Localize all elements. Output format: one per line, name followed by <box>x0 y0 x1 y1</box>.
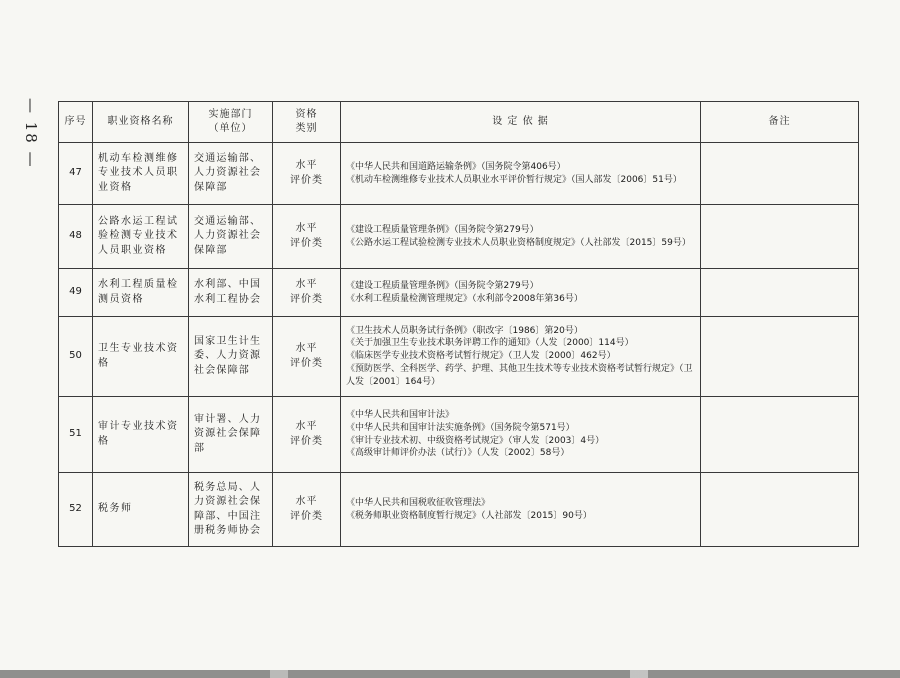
category-line: 评价类 <box>290 510 323 522</box>
implementing-department: 交通运输部、人力资源社会保障部 <box>189 205 273 269</box>
category-line: 评价类 <box>290 357 323 369</box>
remarks <box>701 397 859 473</box>
implementing-department: 税务总局、人力资源社会保障部、中国注册税务师协会 <box>189 473 273 547</box>
category-line: 水平 <box>295 343 318 355</box>
header-note: 备注 <box>701 102 859 143</box>
legal-basis <box>341 397 701 473</box>
qualification-name: 审计专业技术资格 <box>93 397 189 473</box>
basis-line: 《公路水运工程试验检测专业技术人员职业资格制度规定》（人社部发〔2015〕59号） <box>346 237 691 248</box>
implementing-department: 交通运输部、人力资源社会保障部 <box>189 143 273 205</box>
remarks <box>701 317 859 397</box>
table-row <box>59 397 859 473</box>
row-number: 52 <box>59 473 93 547</box>
scan-edge <box>0 670 900 678</box>
basis-line: 《建设工程质量管理条例》（国务院令第279号） <box>346 280 539 291</box>
qualification-name: 税务师 <box>93 473 189 547</box>
legal-basis <box>341 473 701 547</box>
row-number: 50 <box>59 317 93 397</box>
qualification-category <box>273 317 341 397</box>
basis-line: 《中华人民共和国审计法实施条例》（国务院令第571号） <box>346 422 575 433</box>
header-category <box>273 102 341 143</box>
table-body <box>59 143 859 547</box>
legal-basis <box>341 205 701 269</box>
header-category-line2: 类别 <box>295 123 318 134</box>
category-line: 水平 <box>295 279 318 291</box>
row-number: 47 <box>59 143 93 205</box>
implementing-department: 水利部、中国水利工程协会 <box>189 269 273 317</box>
legal-basis <box>341 317 701 397</box>
basis-line: 《卫生技术人员职务试行条例》（职改字〔1986〕第20号） <box>346 325 583 336</box>
basis-line: 《关于加强卫生专业技术职务评聘工作的通知》（人发〔2000〕114号） <box>346 338 634 349</box>
remarks <box>701 205 859 269</box>
page-number: — 18 — <box>22 98 40 169</box>
qualification-category <box>273 143 341 205</box>
category-line: 水平 <box>295 496 318 508</box>
table-row <box>59 143 859 205</box>
qualification-name: 卫生专业技术资格 <box>93 317 189 397</box>
qualification-category <box>273 269 341 317</box>
row-number: 48 <box>59 205 93 269</box>
remarks <box>701 269 859 317</box>
qualification-table <box>58 101 859 547</box>
category-line: 评价类 <box>290 293 323 305</box>
qualification-category <box>273 397 341 473</box>
implementing-department: 审计署、人力资源社会保障部 <box>189 397 273 473</box>
basis-line: 《高级审计师评价办法（试行）》（人发〔2002〕58号） <box>346 448 570 459</box>
table-row <box>59 205 859 269</box>
header-name: 职业资格名称 <box>93 102 189 143</box>
qualification-category <box>273 473 341 547</box>
basis-line: 《预防医学、全科医学、药学、护理、其他卫生技术等专业技术资格考试暂行规定》（卫人发〔2001〕164号） <box>346 363 693 387</box>
basis-line: 《中华人民共和国审计法》 <box>346 409 455 420</box>
table-row <box>59 473 859 547</box>
remarks <box>701 143 859 205</box>
category-line: 水平 <box>295 160 318 172</box>
basis-line: 《中华人民共和国道路运输条例》（国务院令第406号） <box>346 161 566 172</box>
basis-line: 《税务师职业资格制度暂行规定》（人社部发〔2015〕90号） <box>346 510 592 521</box>
header-dept-line1: 实施部门 <box>208 108 253 120</box>
remarks <box>701 473 859 547</box>
header-dept <box>189 102 273 143</box>
legal-basis <box>341 143 701 205</box>
header-category-line1: 资格 <box>295 108 318 120</box>
qualification-name: 机动车检测维修专业技术人员职业资格 <box>93 143 189 205</box>
table-row <box>59 269 859 317</box>
basis-line: 《中华人民共和国税收征收管理法》 <box>346 497 491 508</box>
legal-basis <box>341 269 701 317</box>
basis-line: 《临床医学专业技术资格考试暂行规定》（卫人发〔2000〕462号） <box>346 351 616 362</box>
header-basis: 设 定 依 据 <box>341 102 701 143</box>
basis-line: 《建设工程质量管理条例》（国务院令第279号） <box>346 224 539 235</box>
header-num: 序号 <box>59 102 93 143</box>
header-dept-line2: （单位） <box>208 123 253 134</box>
category-line: 评价类 <box>290 174 323 186</box>
implementing-department: 国家卫生计生委、人力资源社会保障部 <box>189 317 273 397</box>
qualification-name: 水利工程质量检测员资格 <box>93 269 189 317</box>
table-row <box>59 317 859 397</box>
category-line: 评价类 <box>290 237 323 249</box>
row-number: 49 <box>59 269 93 317</box>
category-line: 水平 <box>295 421 318 433</box>
table-header-row <box>59 102 859 143</box>
category-line: 评价类 <box>290 435 323 447</box>
basis-line: 《机动车检测维修专业技术人员职业水平评价暂行规定》（国人部发〔2006〕51号） <box>346 174 682 185</box>
basis-line: 《水利工程质量检测管理规定》（水利部令2008年第36号） <box>346 293 583 304</box>
category-line: 水平 <box>295 223 318 235</box>
qualification-category <box>273 205 341 269</box>
qualification-name: 公路水运工程试验检测专业技术人员职业资格 <box>93 205 189 269</box>
basis-line: 《审计专业技术初、中级资格考试规定》（审人发〔2003〕4号） <box>346 435 605 446</box>
row-number: 51 <box>59 397 93 473</box>
